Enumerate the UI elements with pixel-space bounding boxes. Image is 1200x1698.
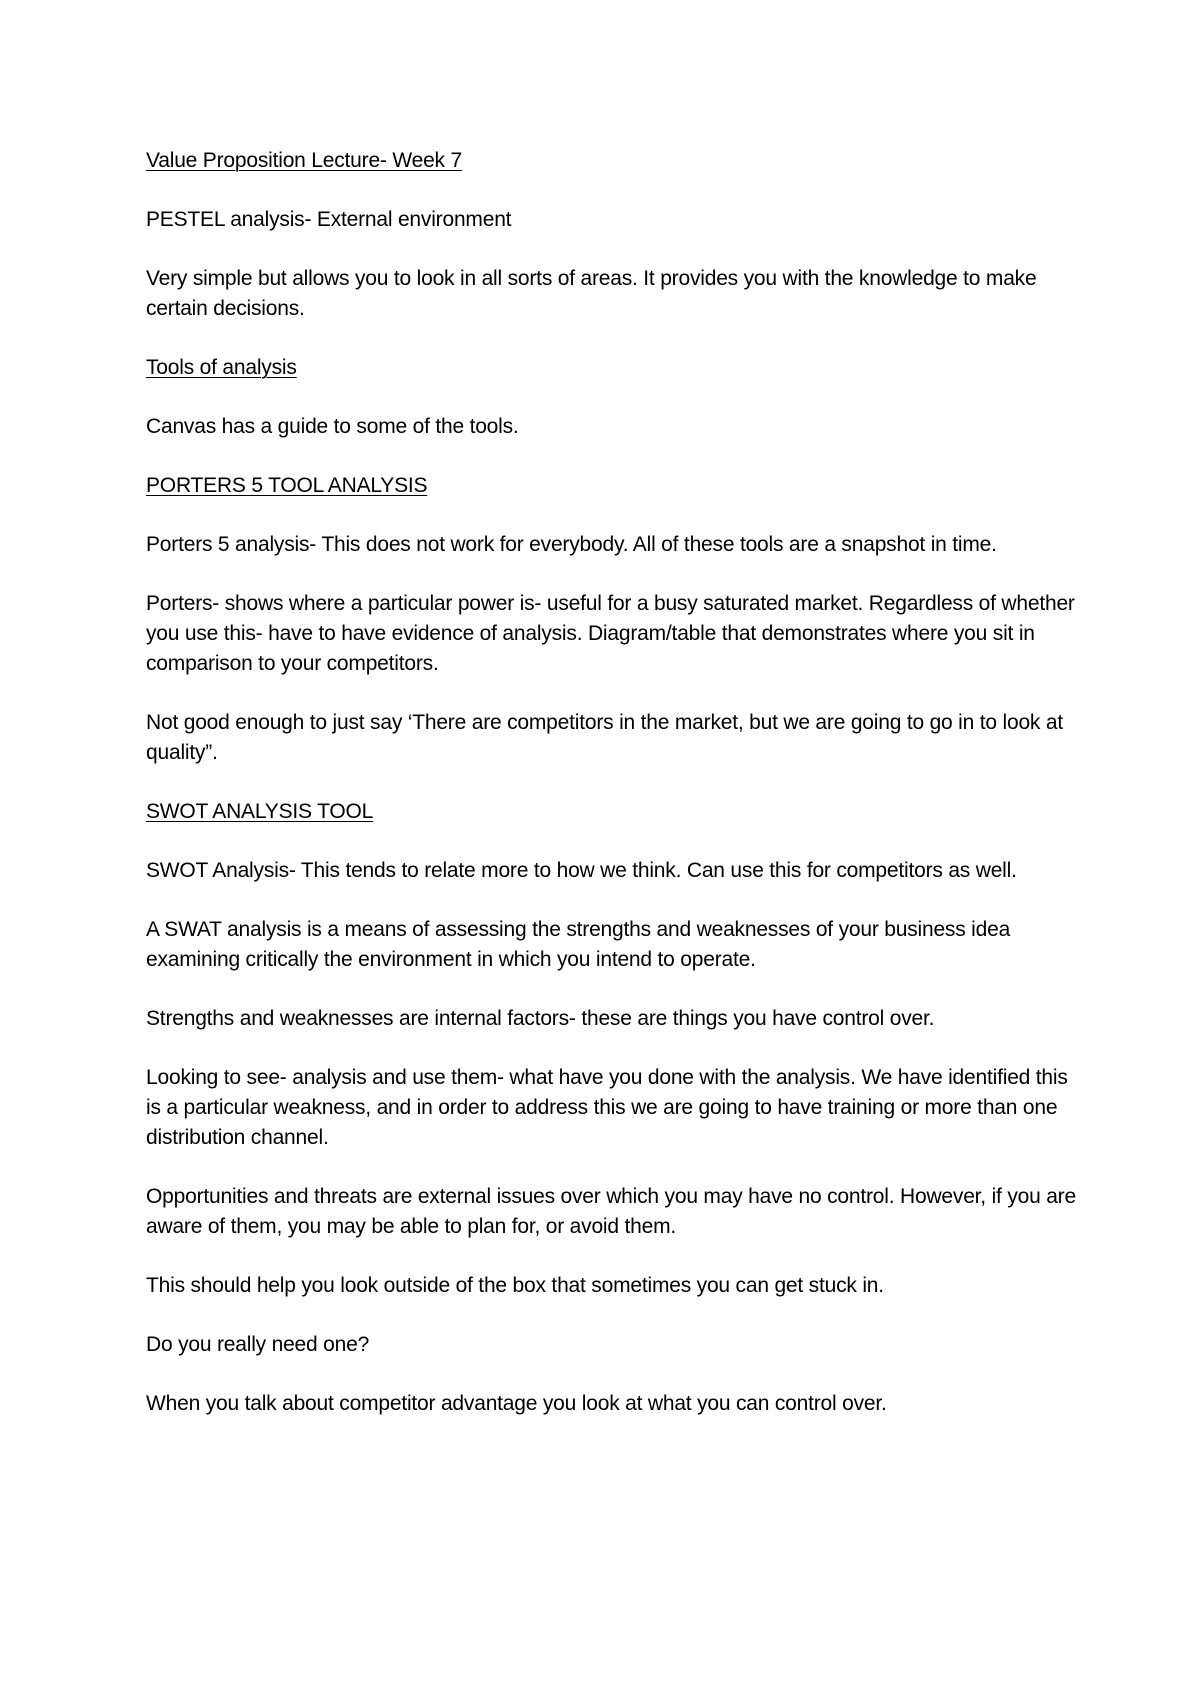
swot-paragraph-8: When you talk about competitor advantage you look at what you can control over. bbox=[146, 1392, 887, 1415]
swot-paragraph-6: This should help you look outside of the box that sometimes you can get stuck in. bbox=[146, 1274, 884, 1297]
porters-paragraph-3: Not good enough to just say ‘There are competitors in the market, but we are going to go in to look at quality”. bbox=[146, 711, 1063, 764]
pestel-heading: PESTEL analysis- External environment bbox=[146, 208, 512, 231]
porters-paragraph-1: Porters 5 analysis- This does not work for everybody. All of these tools are a snapshot in time. bbox=[146, 533, 997, 556]
swot-paragraph-7: Do you really need one? bbox=[146, 1333, 370, 1356]
swot-paragraph-1: SWOT Analysis- This tends to relate more to how we think. Can use this for competitors as well. bbox=[146, 859, 1017, 882]
pestel-paragraph: Very simple but allows you to look in all sorts of areas. It provides you with the knowledge to make certain decisions. bbox=[146, 267, 1037, 320]
swot-paragraph-3: Strengths and weaknesses are internal factors- these are things you have control over. bbox=[146, 1007, 935, 1030]
document-title: Value Proposition Lecture- Week 7 bbox=[146, 149, 462, 172]
swot-paragraph-4: Looking to see- analysis and use them- what have you done with the analysis. We have identified this is a particular weakness, and in order to address this we are going to have training or more than one distribution channel. bbox=[146, 1066, 1068, 1149]
tools-paragraph: Canvas has a guide to some of the tools. bbox=[146, 415, 519, 438]
swot-paragraph-2: A SWAT analysis is a means of assessing the strengths and weaknesses of your business idea examining critically the environment in which you intend to operate. bbox=[146, 918, 1011, 971]
swot-paragraph-5: Opportunities and threats are external issues over which you may have no control. However, if you are aware of them, you may be able to plan for, or avoid them. bbox=[146, 1185, 1076, 1238]
swot-heading: SWOT ANALYSIS TOOL bbox=[146, 800, 374, 823]
tools-heading: Tools of analysis bbox=[146, 356, 297, 379]
document-body bbox=[146, 146, 1076, 1448]
porters-heading: PORTERS 5 TOOL ANALYSIS bbox=[146, 474, 428, 497]
porters-paragraph-2: Porters- shows where a particular power is- useful for a busy saturated market. Regardless of whether you use this- have to have evidence of analysis. Diagram/table that demonstrates where you sit in comparison to your competitors. bbox=[146, 592, 1075, 675]
